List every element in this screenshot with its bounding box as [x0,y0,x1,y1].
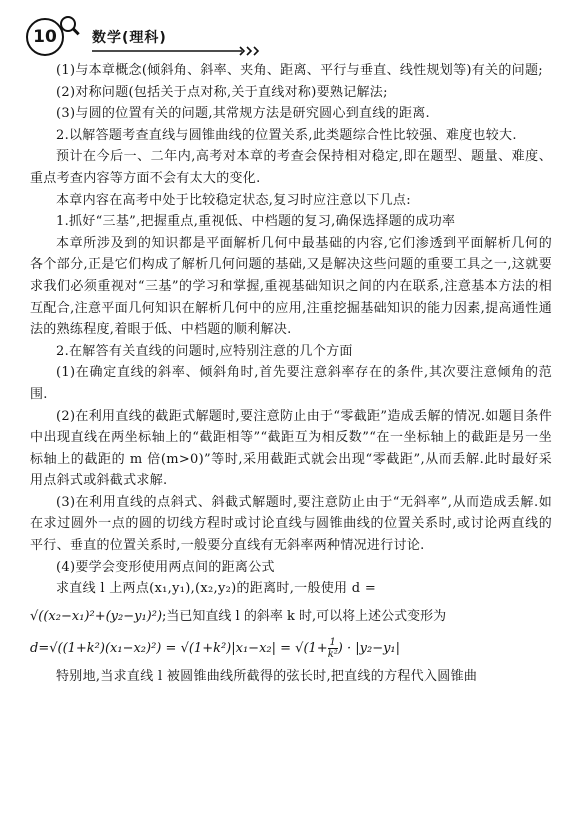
page-number: 10 [26,18,64,56]
subject-title: 数学(理科) [92,30,167,46]
page-body [30,60,552,687]
paragraph: 本章所涉及到的知识都是平面解析几何中最基础的内容,它们渗透到平面解析几何的各个部分,正是它们构成了解析几何问题的基础,又是解决这些问题的重要工具之一,这就要求我们必须重视对“三基”的学习和掌握,重视基础知识之间的内在联系,注意基本方法的相互配合,注意平面几何知识在解析几何中的应用,注重挖掘基础知识的能力因素,提高通性通法的熟练程度,着眼于低、中档题的顺利解决. [30,235,552,338]
paragraph: 2.在解答有关直线的问题时,应特别注意的几个方面 [56,343,353,359]
formula-term: |x₁−x₂| [231,640,276,656]
formula-term: √(1+ [295,640,328,656]
formula-term: ) [337,640,343,656]
formula-lhs: d= [30,640,50,656]
equals-sign: = [276,640,296,656]
paragraph: 本章内容在高考中处于比较稳定状态,复习时应注意以下几点: [56,192,411,208]
paragraph: (3)在利用直线的点斜式、斜截式解题时,要注意防止由于“无斜率”,从而造成丢解.如在求过圆外一点的圆的切线方程时或讨论直线与圆锥曲线的位置关系时,或讨论两直线的平行、垂直的位置关系时,一般要分直线有无斜率两种情况进行讨论. [30,494,552,554]
transformed-formula-line [30,634,552,664]
paragraph: (2)在利用直线的截距式解题时,要注意防止由于“零截距”造成丢解的情况.如题目条件中出现直线在两坐标轴上的“截距相等”“截距互为相反数”“在一坐标轴上的截距是另一坐标轴上的截距的 m 倍(m>0)”等时,采用截距式就会出现“零截距”,从而丢解.此时最好采用点斜式或斜截式求解. [30,408,552,489]
equals-sign: = [161,640,181,656]
formula-term: · |y₂−y₁| [342,640,401,656]
paragraph: (1)与本章概念(倾斜角、斜率、夹角、距离、平行与垂直、线性规划等)有关的问题; [56,63,543,78]
formula-term: √(1+k²) [180,640,232,656]
formula-term: √((1+k²)(x₁−x₂)²) [49,640,162,656]
fraction-denominator: k² [327,648,338,660]
distance-formula-line [30,602,552,632]
magnifier-handle [72,28,79,35]
paragraph: (4)要学会变形使用两点间的距离公式 [56,559,275,575]
paragraph: 2.以解答题考查直线与圆锥曲线的位置关系,此类题综合性比较强、难度也较大. [56,127,517,143]
paragraph: (2)对称问题(包括关于点对称,关于直线对称)要熟记解法; [56,84,388,100]
fraction [328,637,338,660]
formula-text: ;当已知直线 l 的斜率 k 时,可以将上述公式变形为 [162,608,447,624]
paragraph: 求直线 l 上两点(x₁,y₁),(x₂,y₂)的距离时,一般使用 d = [56,581,377,597]
distance-formula: √((x₂−x₁)²+(y₂−y₁)²) [30,608,163,624]
fraction-numerator: 1 [329,636,336,648]
paragraph: 预计在今后一、二年内,高考对本章的考查会保持相对稳定,即在题型、题量、难度、重点考查内容等方面不会有太大的变化. [30,149,552,186]
paragraph: (1)在确定直线的斜率、倾斜角时,首先要注意斜率存在的条件,其次要注意倾角的范围. [30,365,552,402]
paragraph: (3)与圆的位置有关的问题,其常规方法是研究圆心到直线的距离. [56,106,430,122]
paragraph: 1.抓好“三基”,把握重点,重视低、中档题的复习,确保选择题的成功率 [56,214,456,230]
arrow-rule-icon [92,46,272,56]
paragraph: 特别地,当求直线 l 被圆锥曲线所截得的弦长时,把直线的方程代入圆锥曲 [56,668,478,684]
page-header [26,18,556,56]
